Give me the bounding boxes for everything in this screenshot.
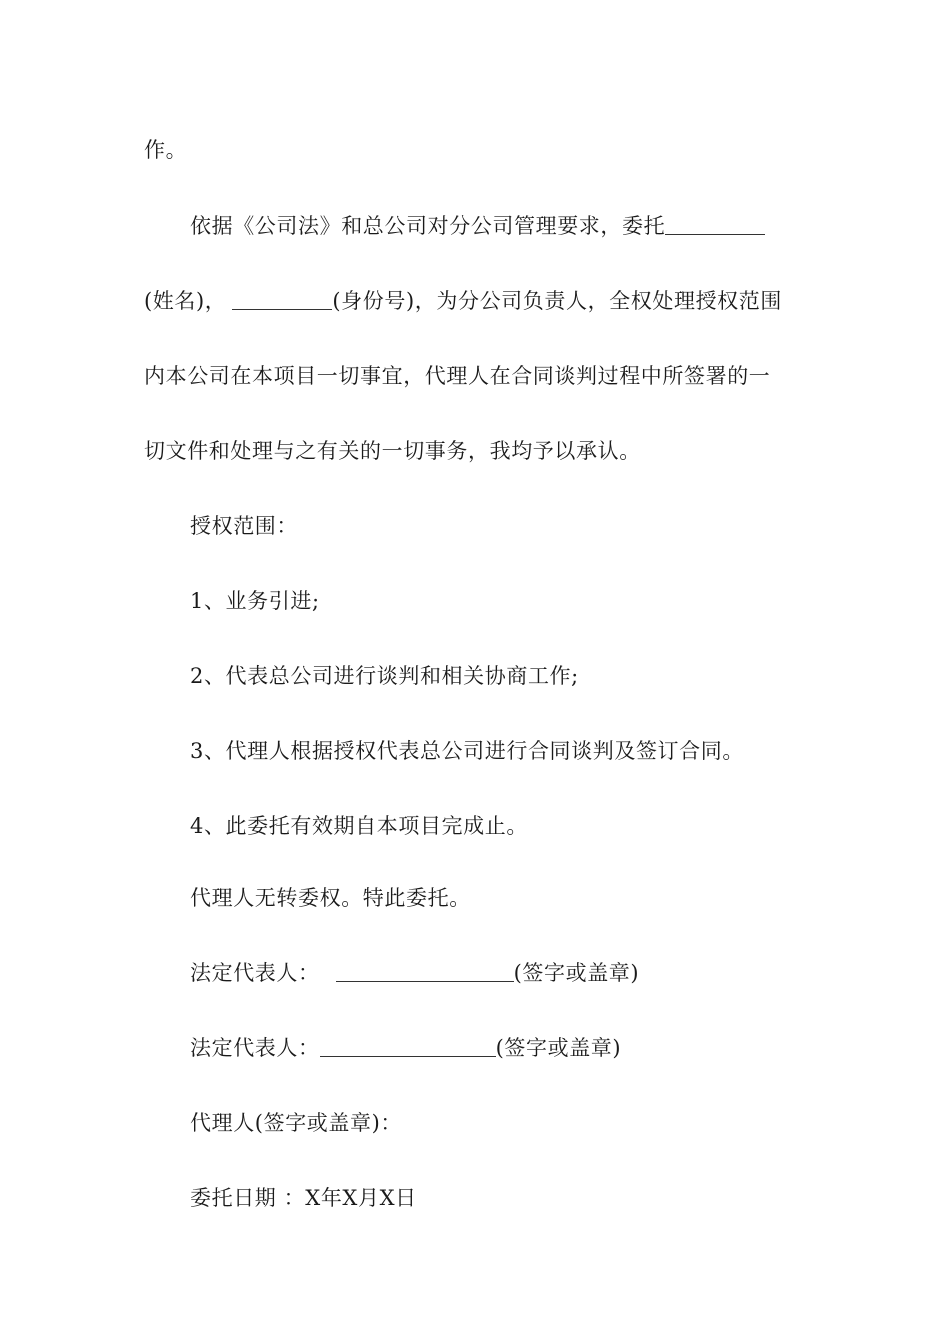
entrust-intro-text: 依据《公司法》和总公司对分公司管理要求，委托 (190, 214, 666, 238)
entrust-paragraph-line3 (144, 362, 770, 390)
scope-item (190, 737, 744, 765)
legal-representative-signature-blank (320, 1036, 496, 1057)
agent-signature-label: 代理人(签字或盖章)： (190, 1111, 402, 1135)
legal-representative-label: 法定代表人： (190, 1036, 320, 1060)
entrust-line4-text: 切文件和处理与之有关的一切事务，我均予以承认。 (144, 439, 641, 463)
scope-heading (190, 512, 298, 540)
entrust-paragraph-line4 (144, 437, 641, 465)
paragraph-tail-text: 作。 (144, 138, 188, 162)
entrust-paragraph-line2 (144, 287, 782, 315)
scope-item-text: 4、此委托有效期自本项目完成止。 (190, 814, 528, 838)
legal-representative-signature-blank (336, 961, 514, 982)
entrust-date-value: X年X月X日 (305, 1186, 417, 1210)
agent-signature-line (190, 1109, 402, 1137)
scope-item-text: 3、代理人根据授权代表总公司进行合同谈判及签订合同。 (190, 739, 744, 763)
legal-representative-label: 法定代表人： (190, 961, 320, 985)
entrust-line3-text: 内本公司在本项目一切事宜，代理人在合同谈判过程中所签署的一 (144, 364, 771, 388)
entrust-date-label: 委托日期 ： (190, 1186, 306, 1210)
scope-item (190, 812, 528, 840)
entrust-line2-text: (身份号)，为分公司负责人，全权处理授权范围 (332, 289, 782, 313)
signature-or-seal-note: (签字或盖章) (513, 961, 640, 985)
paragraph-tail (144, 136, 187, 164)
scope-item-text: 1、业务引进; (190, 589, 320, 613)
no-transfer-statement (190, 884, 471, 912)
scope-item (190, 587, 320, 615)
no-transfer-text: 代理人无转委权。特此委托。 (190, 886, 471, 910)
scope-item (190, 662, 579, 690)
legal-representative-signature-line (190, 1034, 621, 1062)
entrustee-blank-field (665, 214, 765, 235)
entrust-date-line (190, 1184, 417, 1212)
scope-heading-text: 授权范围： (190, 514, 298, 538)
legal-representative-signature-line (190, 959, 639, 987)
name-label: (姓名)， (144, 289, 227, 313)
scope-item-text: 2、代表总公司进行谈判和相关协商工作; (190, 664, 579, 688)
entrust-paragraph-line1 (190, 212, 765, 240)
signature-or-seal-note: (签字或盖章) (495, 1036, 622, 1060)
id-number-blank-field (232, 289, 332, 310)
